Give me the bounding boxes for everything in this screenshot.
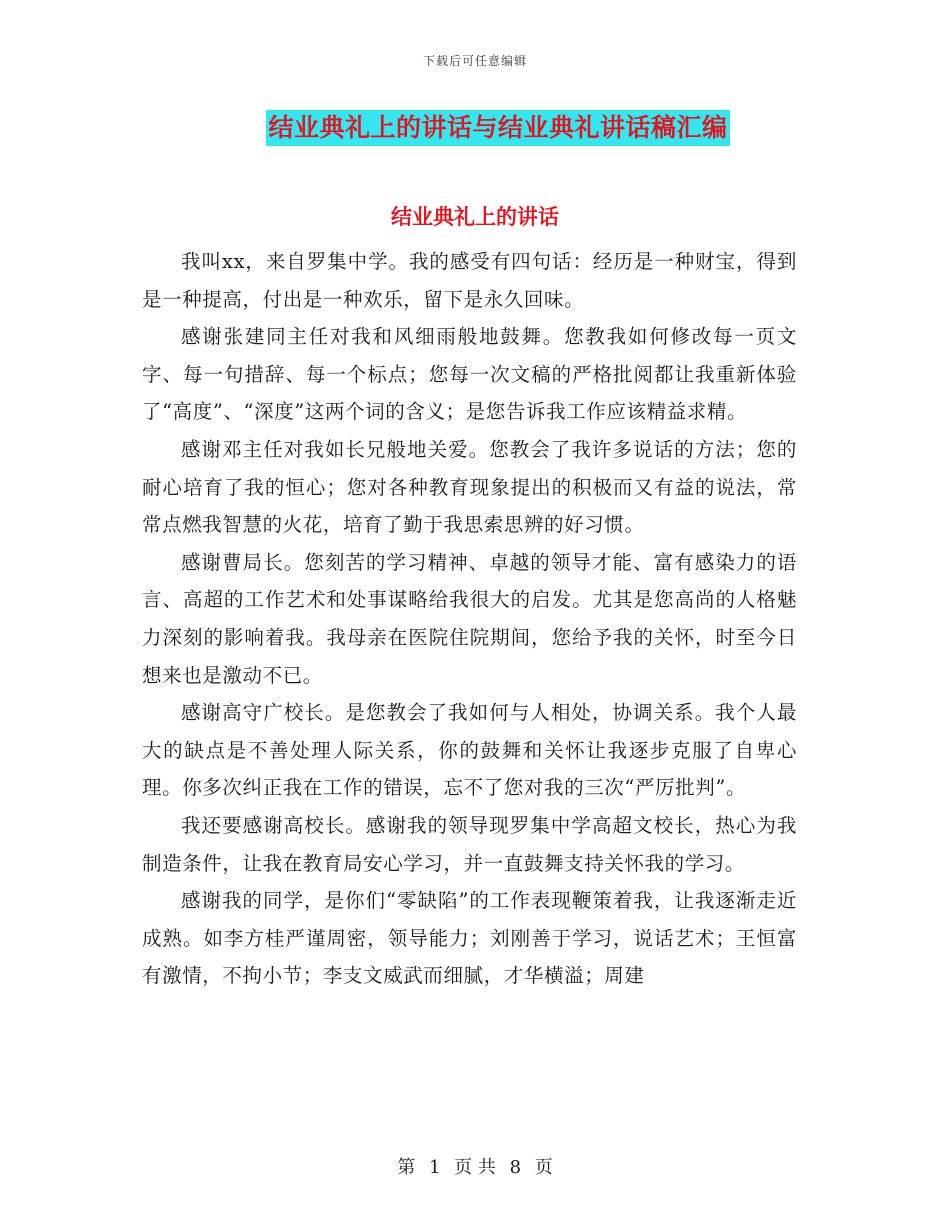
footer-total-pages: 8 xyxy=(509,1157,522,1178)
paragraph: 感谢我的同学，是你们“零缺陷”的工作表现鞭策着我，让我逐渐走近成熟。如李方桂严谨周密，领导能力；刘刚善于学习，说话艺术；王恒富有激情，不拘小节；李支文威武而细腻，才华横溢；周建 xyxy=(142,889,797,988)
section-title: 结业典礼上的讲话 xyxy=(391,204,559,229)
footer-prefix: 第 xyxy=(397,1157,416,1178)
document-body xyxy=(142,243,797,995)
page-footer xyxy=(0,1153,950,1179)
paragraph: 我还要感谢高校长。感谢我的领导现罗集中学高超文校长，热心为我制造条件，让我在教育局安心学习，并一直鼓舞支持关怀我的学习。 xyxy=(142,813,797,875)
footer-suffix: 页 xyxy=(534,1157,553,1178)
paragraph: 感谢高守广校长。是您教会了我如何与人相处，协调关系。我个人最大的缺点是不善处理人际关系，你的鼓舞和关怀让我逐步克服了自卑心理。你多次纠正我在工作的错误，忘不了您对我的三次“严厉批判”。 xyxy=(142,701,797,800)
footer-middle: 页 共 xyxy=(454,1157,496,1178)
main-title: 结业典礼上的讲话与结业典礼讲话稿汇编 xyxy=(266,110,729,146)
paragraph: 我叫xx，来自罗集中学。我的感受有四句话：经历是一种财宝，得到是一种提高，付出是一种欢乐，留下是永久回味。 xyxy=(142,250,797,311)
main-title-container xyxy=(0,110,950,146)
paragraph: 感谢邓主任对我如长兄般地关爱。您教会了我许多说话的方法；您的耐心培育了我的恒心；您对各种教育现象提出的积极而又有益的说法，常常点燃我智慧的火花，培育了勤于我思索思辨的好习惯。 xyxy=(142,437,797,537)
footer-page-number: 1 xyxy=(428,1157,441,1178)
header-note: 下载后可任意编辑 xyxy=(422,54,527,68)
paragraph: 感谢张建同主任对我和风细雨般地鼓舞。您教我如何修改每一页文字、每一句措辞、每一个标点；您每一次文稿的严格批阅都让我重新体验了“高度”、“深度”这两个词的含义；是您告诉我工作应该精益求精。 xyxy=(142,325,797,424)
paragraph: 感谢曹局长。您刻苦的学习精神、卓越的领导才能、富有感染力的语言、高超的工作艺术和处事谋略给我很大的启发。尤其是您高尚的人格魅力深刻的影响着我。我母亲在医院住院期间，您给予我的关怀，时至今日想来也是激动不已。 xyxy=(142,550,797,687)
